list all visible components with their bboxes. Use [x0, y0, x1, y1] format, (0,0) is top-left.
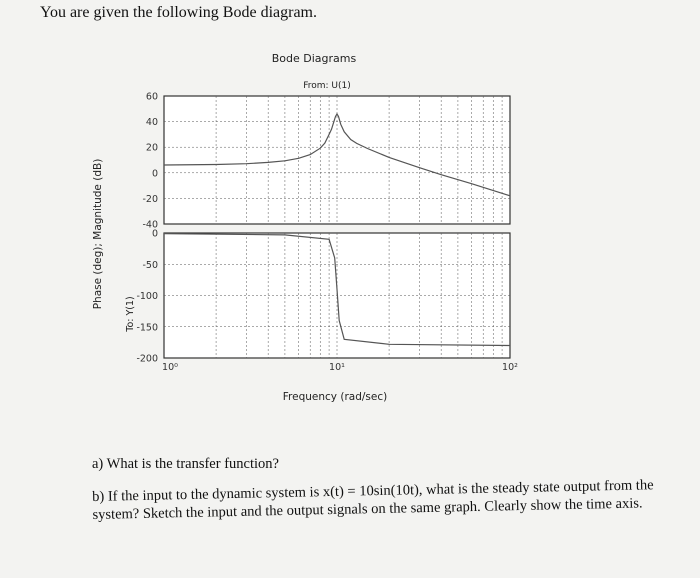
question-b: b) If the input to the dynamic system is x(t) = 10sin(10t), what is the steady state output from the system? Sketch the input and the output signals on the same graph. Clearly show the time axis. — [92, 477, 654, 523]
magnitude-y-tick-label: 20 — [145, 142, 158, 154]
chart-title: Bode Diagrams — [271, 52, 357, 65]
magnitude-y-tick-label: -20 — [142, 193, 158, 205]
magnitude-y-tick-label: 0 — [151, 168, 158, 180]
phase-y-tick-label: -200 — [136, 353, 158, 365]
to-output-label: To: Y(1) — [125, 296, 136, 332]
x-axis-label: Frequency (rad/sec) — [282, 391, 388, 403]
page-heading: You are given the following Bode diagram. — [40, 4, 317, 21]
magnitude-y-tick-label: 60 — [145, 91, 158, 103]
x-tick-label: 10² — [502, 362, 518, 373]
phase-y-tick-label: -150 — [136, 322, 158, 334]
plot-layer — [136, 92, 518, 374]
phase-y-tick-label: -100 — [136, 291, 158, 302]
phase-y-tick-label: -50 — [142, 259, 158, 271]
magnitude-y-tick-label: 40 — [145, 117, 158, 129]
phase-y-tick-label: 0 — [151, 228, 158, 240]
magnitude-y-tick-label: -40 — [142, 219, 158, 231]
y-axis-label: Phase (deg); Magnitude (dB) — [92, 158, 104, 310]
question-a: a) What is the transfer function? — [92, 456, 279, 472]
x-tick-label: 10⁰ — [162, 362, 178, 373]
chart-subtitle: From: U(1) — [303, 81, 351, 91]
x-tick-label: 10¹ — [329, 362, 345, 373]
